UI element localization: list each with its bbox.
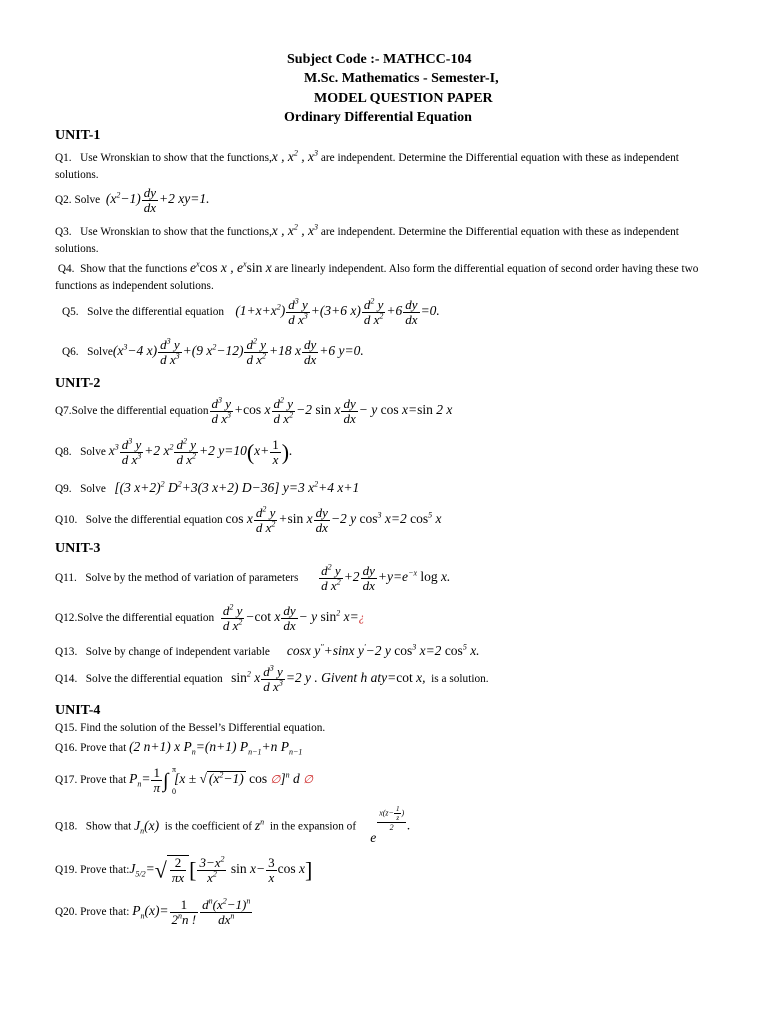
question-15: Q15. Find the solution of the Bessel’s Differential equation. — [55, 722, 326, 734]
unit-1-heading: UNIT-1 — [55, 128, 101, 143]
question-7: Q7.Solve the differential equation $\frac{d^3 y}{d x^3}$ +cos x $\frac{d^2 y}{d x^2}$ −2 sin x $\frac{dy}{dx}$ − y cos x=sin 2 x — [55, 395, 453, 426]
question-11: Q11. Solve by the method of variation of parameters $\frac{d^2 y}{d x^2}$ +2 $\frac{dy}{dx}$ $+y=e^{-x}$ log x. — [55, 562, 451, 593]
question-14: Q14. Solve the differential equation $\sin^2 x$ $\frac{d^3 y}{d x^3}$ =2 y . Givent h aty=cot x, is a solution. — [55, 663, 489, 694]
question-16: Q16. Prove that (2 n+1) x $P_n=(n+1)$ $P_{n-1}+n$ $P_{n-1}$ — [55, 739, 303, 757]
paper-type: MODEL QUESTION PAPER — [314, 91, 493, 106]
question-8: Q8. Solve $x^3$ $\frac{d^3 y}{d x^3}$ +2 $x^2$ $\frac{d^2 y}{d x^2}$ +2 y=10(x+ $\frac{1}{x}$ ). — [55, 436, 293, 467]
question-12: Q12.Solve the differential equation $\frac{d^2 y}{d x^2}$ −cot x $\frac{dy}{dx}$ − y $\sin^2$ x=¿ — [55, 602, 365, 633]
question-3: Q3. Use Wronskian to show that the functions,x , $x^2$ , $x^3$ are independent. Determine the Differential equation with these as independent solutions. — [55, 222, 679, 255]
course-title: M.Sc. Mathematics - Semester-I, — [304, 71, 499, 86]
unit-2-heading: UNIT-2 — [55, 376, 101, 391]
question-10: Q10. Solve the differential equation cos x $\frac{d^2 y}{d x^2}$ +sin x $\frac{dy}{dx}$ −2 y $\cos^3 x=2$ $\cos^5 x$ — [55, 504, 442, 535]
question-20: Q20. Prove that: $P_n(x)=$ $\frac{1}{2^nn !}$ $\frac{d^n(x^2-1)^n}{dx^n}$ — [55, 896, 251, 927]
unit-3-heading: UNIT-3 — [55, 541, 101, 556]
question-6: Q6. $Solve(x^3-4$ x) $\frac{d^3 y}{d x^3}$ +(9 $x^2-12$) $\frac{d^2 y}{d x^2}$ +18 x $\frac{dy}{dx}$ +6 y=0. — [62, 336, 364, 367]
question-5: Q5. Solve the differential equation $(1+x+x^2)$ $\frac{d^3 y}{d x^3}$ +(3+6 x) $\frac{d^2 y}{d x^2}$ +6 $\frac{dy}{dx}$ =0. — [62, 296, 440, 327]
question-9: Q9. Solve [(3 x+2)$^2$ $D^2+3(3$ x+2) D−36] y=3 $x^2+4$ x+1 — [55, 479, 360, 495]
question-13: Q13. Solve by change of independent variable cosx y''+sinx y'−2 y $\cos^3 x=2$ $\cos^5 x$. — [55, 642, 480, 658]
question-18: Q18. Show that $J_n(x)$ is the coefficient of $z^n$ in the expansion of e x(z− $\frac{1}{z}$ ) 2 . — [55, 805, 411, 845]
unit-4-heading: UNIT-4 — [55, 703, 101, 718]
subject-code: Subject Code :- MATHCC-104 — [287, 52, 472, 67]
subject-title: Ordinary Differential Equation — [284, 110, 472, 125]
question-4: Q4. Show that the functions $e^x\cos$ x , $e^x\sin$ x are linearly independent. Also form the differential equation of second order having these two functions as independent solutions. — [55, 259, 699, 292]
question-1: Q1. Use Wronskian to show that the functions,x , $x^2$ , $x^3$ are independent. Determine the Differential equation with these as independent solutions. — [55, 148, 679, 181]
question-2: Q2. Solve $(x^2-1)$ $\frac{dy}{dx}$ +2 xy=1. — [55, 185, 210, 215]
question-19: Q19. Prove $that:J_{5/2}=√$ $\frac{2}{\pi x}$ [ $\frac{3-x^2}{x^2}$ sin x− $\frac{3}{x}$ cos x] — [55, 854, 313, 885]
question-17: Q17. Prove that $P_n=$ $\frac{1}{\pi}$ ∫ π 0 [x ± √ $(x^2-1)$ cos ∅]$^n$ d ∅ — [55, 764, 313, 796]
